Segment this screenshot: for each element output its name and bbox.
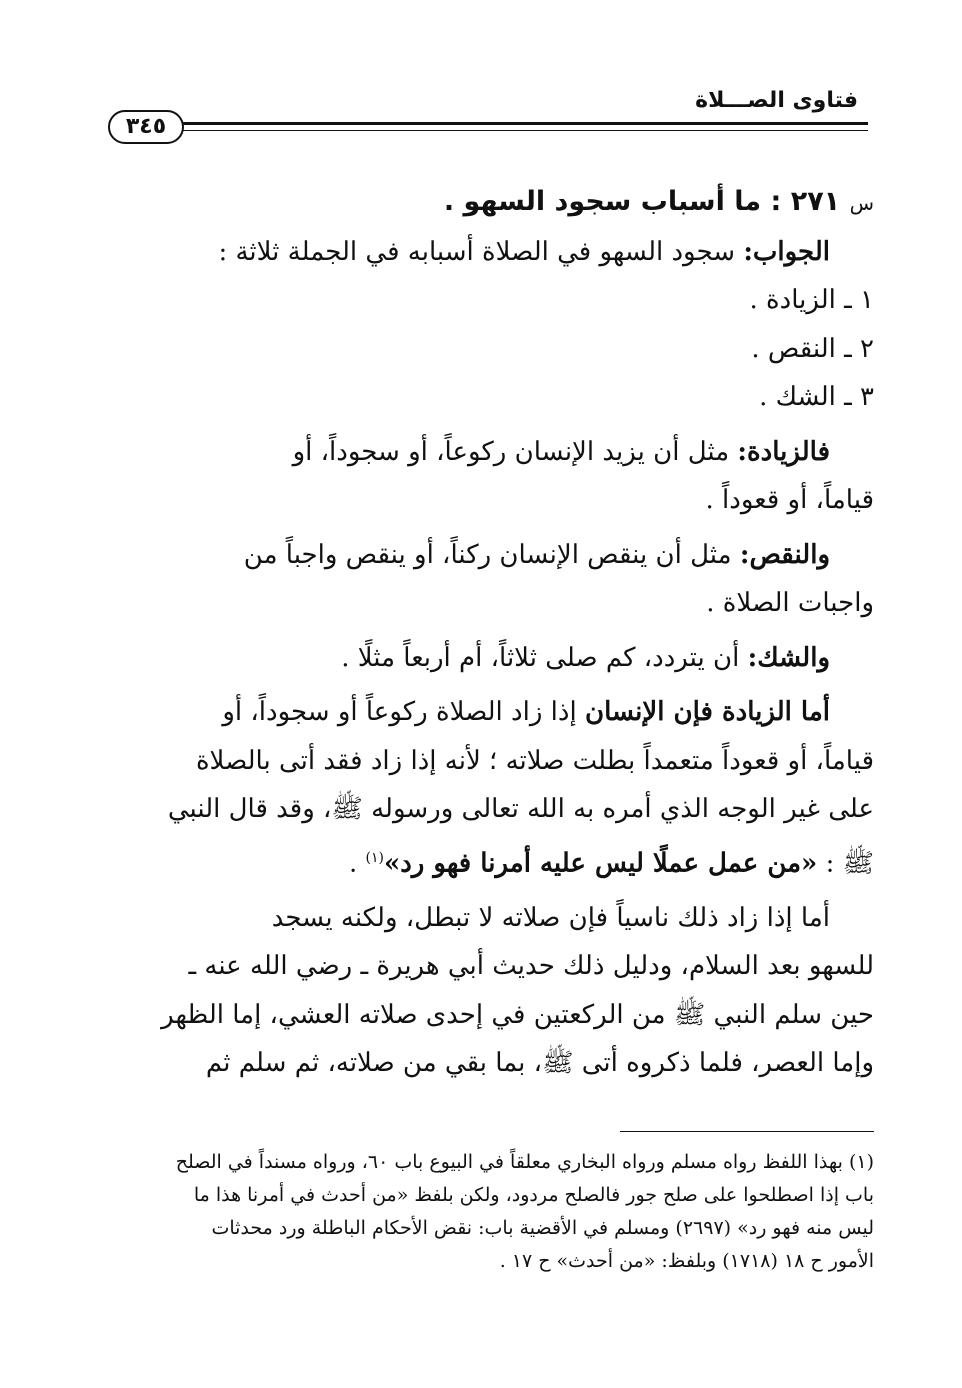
paragraph-line: أما إذا زاد ذلك ناسياً فإن صلاته لا تبطل، ولكنه يسجد — [271, 902, 830, 933]
term-label: فالزيادة: — [737, 436, 830, 467]
footnote-line: باب إذا اصطلحوا على صلح جور فالصلح مردود، ولكن بلفظ «من أحدث في أمرنا هذا ما — [193, 1184, 874, 1206]
question-text: ما أسباب سجود السهو . — [443, 186, 762, 217]
list-item: ١ ـ الزيادة . — [749, 285, 874, 315]
footnote-line: الأمور ح ١٨ (١٧١٨) وبلفظ: «من أحدث» ح ١٧ . — [499, 1250, 874, 1272]
ruling-line — [122, 688, 874, 737]
term-label: والشك: — [747, 642, 830, 673]
definition-shakk — [122, 634, 874, 683]
ruling-line — [122, 834, 874, 888]
ruling-text: إذا زاد الصلاة ركوعاً أو سجوداً، أو — [222, 697, 577, 727]
header-rule — [182, 122, 868, 125]
header-rule-thin — [182, 130, 868, 131]
question-line — [122, 178, 874, 228]
definition-continuation: قياماً، أو قعوداً . — [705, 485, 874, 515]
definition-text: أن يتردد، كم صلى ثلاثاً، أم أربعاً مثلًا . — [341, 642, 740, 673]
answer-label: الجواب: — [743, 236, 830, 267]
question-number: ٢٧١ : — [770, 186, 841, 217]
page-number: ٣٤٥ — [108, 110, 184, 144]
paragraph-line: وإما العصر، فلما ذكروه أتى ﷺ، بما بقي من صلاته، ثم سلم ثم — [205, 1048, 874, 1079]
definition-naqs — [122, 531, 874, 580]
hadith-quote: «من عمل عملًا ليس عليه أمرنا فهو رد» — [383, 848, 818, 879]
footnote-separator — [620, 1131, 874, 1132]
ruling-text: . — [348, 848, 366, 879]
question-marker: س — [849, 191, 874, 215]
definition-text: مثل أن يزيد الإنسان ركوعاً، أو سجوداً، أو — [292, 436, 730, 467]
ruling-text: ﷺ : — [825, 848, 874, 879]
ruling-lead: أما الزيادة فإن الإنسان — [584, 697, 830, 727]
running-head-title: فتاوى الصـــلاة — [695, 88, 858, 113]
term-label: والنقص: — [739, 539, 830, 570]
answer-intro-line — [122, 228, 874, 277]
footnote-line: (١) بهذا اللفظ رواه مسلم ورواه البخاري معلقاً في البيوع باب ٦٠، ورواه مسنداً في الصلح — [175, 1151, 874, 1173]
footnote-reference: (١) — [365, 849, 384, 866]
paragraph-line: حين سلم النبي ﷺ من الركعتين في إحدى صلاته العشي، إما الظهر — [161, 999, 874, 1030]
definition-text: مثل أن ينقص الإنسان ركناً، أو ينقص واجباً من — [243, 539, 732, 570]
list-item: ٣ ـ الشك . — [759, 382, 874, 412]
ruling-line: قياماً، أو قعوداً متعمداً بطلت صلاته ؛ لأنه إذا زاد فقد أتى بالصلاة — [195, 745, 874, 776]
footnotes — [122, 1146, 874, 1278]
ruling-line: على غير الوجه الذي أمره به الله تعالى ورسوله ﷺ، وقد قال النبي — [167, 794, 874, 824]
paragraph-line: للسهو بعد السلام، ودليل ذلك حديث أبي هريرة ـ رضي الله عنه ـ — [188, 951, 874, 982]
footnote-line: ليس منه فهو رد» (٢٦٩٧) ومسلم في الأقضية باب: نقض الأحكام الباطلة ورد محدثات — [211, 1217, 874, 1239]
main-text — [122, 178, 874, 1088]
list-item: ٢ ـ النقص . — [751, 333, 874, 364]
definition-continuation: واجبات الصلاة . — [706, 588, 874, 618]
answer-intro: سجود السهو في الصلاة أسبابه في الجملة ثلاثة : — [218, 236, 736, 267]
definition-ziyada — [122, 428, 874, 477]
